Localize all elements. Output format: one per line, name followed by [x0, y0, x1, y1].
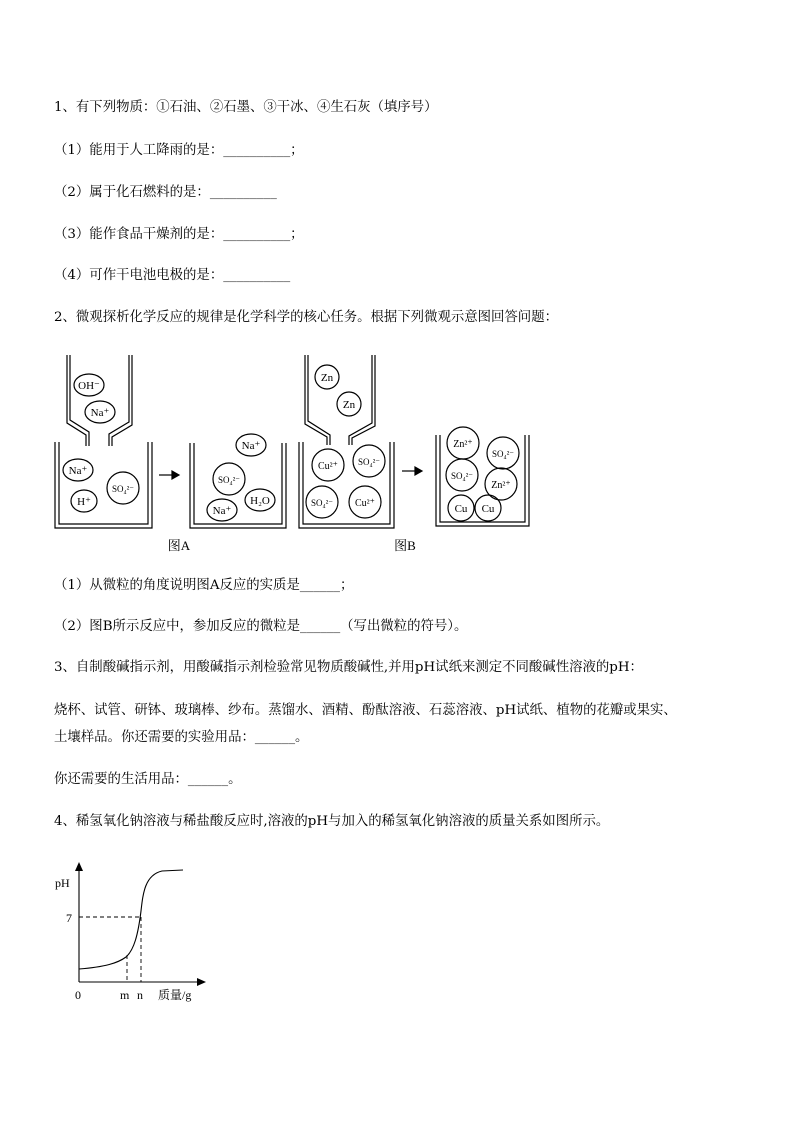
ion-label: SO₄²⁻	[217, 475, 241, 485]
atom-label: Zn	[320, 372, 334, 384]
ion-label: Zn²⁺	[491, 480, 511, 491]
x-axis-arrow	[197, 978, 206, 986]
atom-label: Zn	[342, 399, 356, 411]
ion-label: SO₄²⁻	[357, 457, 381, 467]
atom-label: Cu	[454, 503, 468, 515]
y-tick-7: 7	[66, 911, 72, 925]
figure-a-beaker-2	[190, 443, 286, 528]
y-axis-label: pH	[55, 876, 70, 890]
q1-part-4: （4）可作干电池电极的是：__________	[54, 268, 291, 283]
ion-label: H⁺	[77, 496, 91, 508]
q1-part-1: （1）能用于人工降雨的是：__________；	[54, 143, 304, 158]
ion-label: Zn²⁺	[453, 439, 473, 450]
origin-label: 0	[75, 988, 81, 1002]
q1-part-3: （3）能作食品干燥剂的是：__________；	[54, 227, 304, 242]
ion-label: SO₄²⁻	[450, 471, 474, 481]
q3-materials-line: 烧杯、试管、研钵、玻璃棒、纱布。蒸馏水、酒精、酚酞溶液、石蕊溶液、pH试纸、植物的花瓣或果实、	[54, 703, 677, 718]
q2-stem: 2、微观探析化学反应的规律是化学科学的核心任务。根据下列微观示意图回答问题：	[54, 310, 558, 325]
figure-a-dropper	[67, 355, 89, 446]
x-axis-label: 质量/g	[158, 988, 192, 1002]
q4-ph-graph	[50, 855, 220, 1010]
ion-label: Na⁺	[90, 407, 110, 419]
ion-label: Na⁺	[241, 440, 261, 452]
x-tick-m: m	[120, 988, 130, 1002]
ion-label: Na⁺	[68, 465, 88, 477]
q1-part-2: （2）属于化石燃料的是：__________	[54, 185, 277, 200]
q1-stem: 1、有下列物质：①石油、②石墨、③干冰、④生石灰（填序号）	[54, 100, 438, 115]
ion-label: Cu²⁺	[318, 461, 338, 472]
figure-b-caption: 图B	[394, 538, 416, 553]
ion-label: OH⁻	[78, 380, 100, 392]
q2-part-1: （1）从微粒的角度说明图A反应的实质是______；	[54, 578, 354, 593]
figure-b-dropper	[305, 355, 330, 445]
x-tick-n: n	[137, 988, 143, 1002]
q4-stem: 4、稀氢氧化钠溶液与稀盐酸反应时,溶液的pH与加入的稀氢氧化钠溶液的质量关系如图所示。	[54, 814, 610, 829]
ion-label: SO₄²⁻	[111, 484, 135, 494]
molecule-label: H₂O	[250, 495, 270, 507]
ion-label: SO₄²⁻	[310, 498, 334, 508]
q3-stem: 3、自制酸碱指示剂，用酸碱指示剂检验常见物质酸碱性,并用pH试纸来测定不同酸碱性溶液的pH：	[54, 660, 643, 675]
ion-label: SO₄²⁻	[491, 449, 515, 459]
q3-lab-items-line: 土壤样品。你还需要的实验用品：______。	[54, 730, 309, 745]
q2-micro-diagram	[40, 350, 540, 560]
figure-a-beaker-1	[55, 442, 152, 528]
atom-label: Cu	[481, 503, 495, 515]
ph-curve	[79, 870, 183, 969]
q3-daily-items-line: 你还需要的生活用品：______。	[54, 772, 242, 787]
y-axis-arrow	[75, 862, 83, 871]
q2-part-2: （2）图B所示反应中，参加反应的微粒是______（写出微粒的符号）。	[54, 619, 468, 634]
ion-label: Na⁺	[212, 505, 232, 517]
figure-a-caption: 图A	[167, 538, 191, 553]
ion-label: Cu²⁺	[355, 498, 375, 509]
